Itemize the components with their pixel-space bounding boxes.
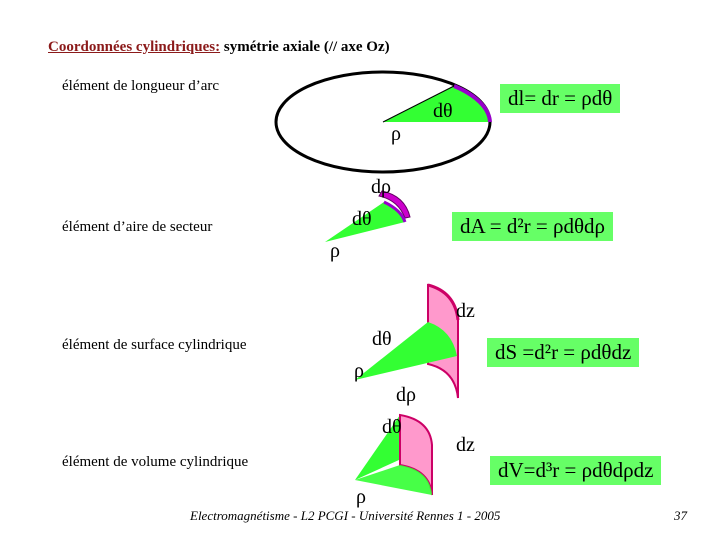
dz-label-4: dz: [456, 434, 475, 456]
footer-text: Electromagnétisme - L2 PCGI - Université Rennes 1 - 2005: [190, 508, 501, 523]
dtheta-label-1: dθ: [433, 100, 453, 122]
dz-label-3: dz: [456, 300, 475, 322]
rho-label-4: ρ: [356, 486, 366, 508]
formula-surface: dS =d²r = ρdθdz: [487, 338, 639, 367]
cyl-sector-3: [355, 322, 457, 380]
dtheta-label-3: dθ: [372, 328, 392, 350]
row-label-surface: élément de surface cylindrique: [62, 337, 247, 353]
row-label-area: élément d’aire de secteur: [62, 219, 213, 235]
rho-label-1: ρ: [391, 123, 401, 145]
formula-length: dl= dr = ρdθ: [500, 84, 620, 113]
title-suffix: symétrie axiale (// axe Oz): [223, 39, 390, 55]
dtheta-label-4: dθ: [382, 416, 402, 438]
rho-label-2: ρ: [330, 240, 340, 262]
formula-volume: dV=d³r = ρdθdρdz: [490, 456, 661, 485]
page-number: 37: [674, 508, 687, 523]
row-label-volume: élément de volume cylindrique: [62, 454, 249, 470]
title-prefix: Coordonnées cylindriques:: [48, 39, 221, 55]
formula-area: dA = d²r = ρdθdρ: [452, 212, 613, 241]
rho-label-3: ρ: [354, 360, 364, 382]
dtheta-label-2: dθ: [352, 208, 372, 230]
drho-label-2: dρ: [371, 176, 391, 198]
drho-label-4: dρ: [396, 384, 416, 406]
row-label-length: élément de longueur d’arc: [62, 78, 220, 94]
